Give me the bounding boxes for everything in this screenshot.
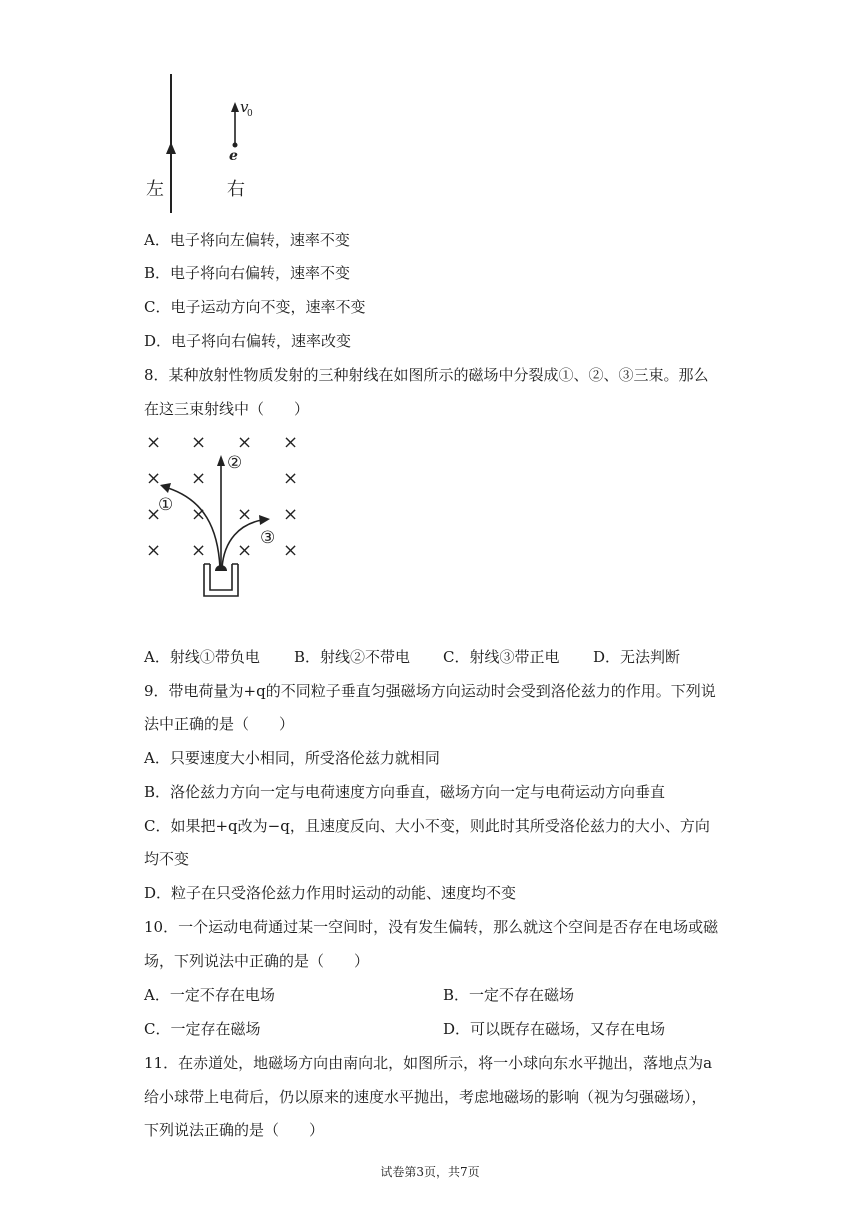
q7-option-c: C．电子运动方向不变，速率不变 xyxy=(144,298,366,316)
q8-stem-line2: 在这三束射线中（ ） xyxy=(144,400,310,418)
field-cross: × xyxy=(146,468,162,489)
q7-option-b: B．电子将向右偏转，速率不变 xyxy=(144,264,351,282)
q10-option-b: B．一定不存在磁场 xyxy=(443,986,575,1004)
electron-dot xyxy=(233,143,238,148)
q9-option-b: B．洛伦兹力方向一定与电荷速度方向垂直，磁场方向一定与电荷运动方向垂直 xyxy=(144,783,666,801)
q7-option-d: D．电子将向右偏转，速率改变 xyxy=(144,332,352,350)
q7-option-a: A．电子将向左偏转，速率不变 xyxy=(144,231,350,249)
q11-stem-line2: 给小球带上电荷后，仍以原来的速度水平抛出，考虑地磁场的影响（视为匀强磁场）， xyxy=(144,1088,707,1106)
figure-q7-electron-wire xyxy=(140,68,270,218)
q8-option-c: C．射线③带正电 xyxy=(443,648,560,666)
field-cross: × xyxy=(191,432,207,453)
q10-option-c: C．一定存在磁场 xyxy=(144,1020,261,1038)
field-cross: × xyxy=(283,540,299,561)
q9-stem-line1: 9．带电荷量为+q的不同粒子垂直匀强磁场方向运动时会受到洛伦兹力的作用。下列说 xyxy=(144,682,716,700)
page-footer: 试卷第3页，共7页 xyxy=(380,1165,480,1179)
field-cross: × xyxy=(283,504,299,525)
field-cross: × xyxy=(283,468,299,489)
q8-stem-line1: 8．某种放射性物质发射的三种射线在如图所示的磁场中分裂成①、②、③三束。那么 xyxy=(144,366,709,384)
figure-q8-magnetic-field xyxy=(140,428,310,603)
field-cross: × xyxy=(146,504,162,525)
field-cross: × xyxy=(191,504,207,525)
q10-stem-line2: 场，下列说法中正确的是（ ） xyxy=(144,952,370,970)
q9-option-c-cont: 均不变 xyxy=(144,850,190,868)
q9-option-a: A．只要速度大小相同，所受洛伦兹力就相同 xyxy=(144,749,440,767)
current-direction-arrow xyxy=(166,142,176,154)
q8-option-a: A．射线①带负电 xyxy=(144,648,260,666)
velocity-subscript: 0 xyxy=(247,109,253,119)
electron-label: e xyxy=(229,148,238,164)
q9-option-d: D．粒子在只受洛伦兹力作用时运动的动能、速度均不变 xyxy=(144,884,517,902)
q10-option-a: A．一定不存在电场 xyxy=(144,986,275,1004)
q9-stem-line2: 法中正确的是（ ） xyxy=(144,715,295,733)
ray-1-label: ① xyxy=(158,495,174,515)
field-cross: × xyxy=(146,540,162,561)
q9-option-c: C．如果把+q改为−q，且速度反向、大小不变，则此时其所受洛伦兹力的大小、方向 xyxy=(144,817,710,835)
q10-option-d: D．可以既存在磁场，又存在电场 xyxy=(443,1020,666,1038)
ray-3-arrowhead xyxy=(259,515,270,525)
q11-stem-line3: 下列说法正确的是（ ） xyxy=(144,1121,325,1139)
left-label: 左 xyxy=(146,179,164,200)
field-cross: × xyxy=(146,432,162,453)
velocity-label: v xyxy=(240,98,249,116)
field-cross: × xyxy=(237,432,253,453)
q10-stem-line1: 10．一个运动电荷通过某一空间时，没有发生偏转，那么就这个空间是否存在电场或磁 xyxy=(144,918,719,936)
ray-3-label: ③ xyxy=(260,528,276,548)
q11-stem-line1: 11．在赤道处，地磁场方向由南向北，如图所示，将一小球向东水平抛出，落地点为a xyxy=(144,1054,713,1072)
field-cross: × xyxy=(191,468,207,489)
field-cross: × xyxy=(191,540,207,561)
field-cross: × xyxy=(237,540,253,561)
q8-option-b: B．射线②不带电 xyxy=(294,648,411,666)
ray-2-label: ② xyxy=(227,453,243,473)
field-cross: × xyxy=(283,432,299,453)
field-cross: × xyxy=(237,504,253,525)
velocity-arrowhead xyxy=(231,102,239,112)
ray-2-arrowhead xyxy=(217,455,225,466)
ray-1-arrowhead xyxy=(160,483,171,493)
q8-option-d: D．无法判断 xyxy=(593,648,681,666)
right-label: 右 xyxy=(227,179,245,200)
